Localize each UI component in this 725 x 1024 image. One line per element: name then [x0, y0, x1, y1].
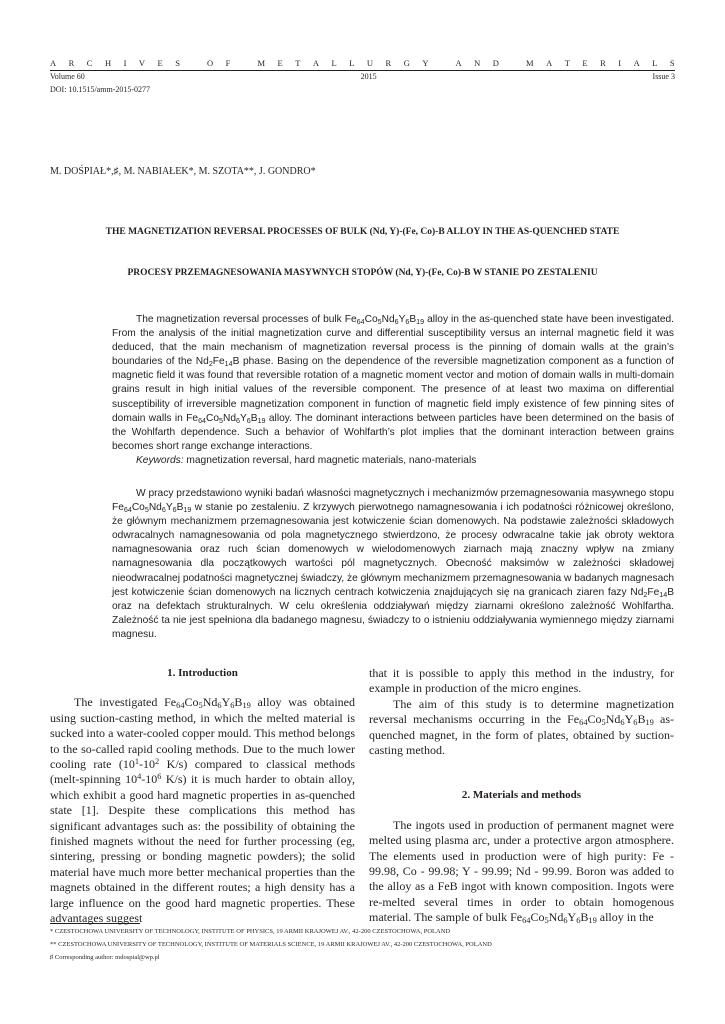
intro-paragraph-2: The aim of this study is to determine magnetization reversal mechanisms occurring in the $Fe_{64}Co_5Nd_6Y_6B_{19}$ as-quenched magnet, in the form of plates, obtained by suction-casting method.: [369, 696, 674, 758]
doi: DOI: 10.1515/amm-2015-0277: [50, 85, 150, 94]
journal-letter: O: [207, 58, 214, 68]
journal-letter: M: [526, 58, 534, 68]
column-left: [50, 666, 355, 927]
journal-letter: [243, 58, 245, 68]
journal-letter: M: [257, 58, 266, 68]
journal-letter: S: [175, 58, 180, 68]
journal-letter: U: [366, 58, 374, 68]
journal-letter: C: [86, 58, 93, 68]
journal-letter: L: [331, 58, 337, 68]
footnotes: [50, 926, 492, 964]
journal-letter: R: [68, 58, 75, 68]
journal-letter: I: [618, 58, 622, 68]
journal-letter: V: [138, 58, 146, 68]
methods-heading: 2. Materials and methods: [461, 789, 582, 802]
journal-letter: E: [157, 58, 163, 68]
journal-letter: N: [474, 58, 481, 68]
journal-letter: F: [225, 58, 231, 68]
journal-letter: I: [123, 58, 127, 68]
keywords: Keywords: magnetization reversal, hard magnetic materials, nano-materials: [136, 454, 477, 466]
journal-letter: T: [564, 58, 570, 68]
authors: M. DOŚPIAŁ*,♯, M. NABIAŁEK*, M. SZOTA**, J. GONDRO*: [50, 166, 316, 177]
journal-letter: R: [600, 58, 606, 68]
column-right: [369, 666, 674, 926]
journal-letter: S: [669, 58, 675, 68]
journal-letter: [441, 58, 443, 68]
journal-letter: Y: [422, 58, 429, 68]
journal-letter: H: [104, 58, 112, 68]
intro-paragraph-1-cont: that it is possible to apply this method in the industry, for example in production of the micro engines.: [369, 666, 674, 696]
journal-letter: L: [652, 58, 658, 68]
journal-letter: A: [455, 58, 462, 68]
journal-letter: L: [349, 58, 355, 68]
journal-name: [50, 58, 675, 68]
journal-letter: A: [546, 58, 553, 68]
intro-heading: 1. Introduction: [167, 667, 238, 679]
journal-letter: G: [403, 58, 410, 68]
journal-letter: E: [277, 58, 283, 68]
footnote-1: * CZESTOCHOWA UNIVERSITY OF TECHNOLOGY, INSTITUTE OF PHYSICS, 19 ARMII KRAJOWEJ AV., 42-200 CZESTOCHOWA, POLAND: [50, 928, 451, 935]
abstract-polish: W pracy przedstawiono wyniki badań własności magnetycznych i mechanizmów przemagnesowania masywnego stopu $Fe_{64}Co_5Nd_6Y_6B_{19}$ w stanie po zestaleniu. Z krzywych pierwotnego namagnesowania i ich podatności różnicowej określono, że głównym mechanizmem przemagnesowania jest kotwiczenie ścian domenowych. Na podstawie zależności składowych odwracalnych namagnesowania od pola magnetycznego stwierdzono, że procesy odwracalne takie jak obroty wektora namagnesowania oraz ruch ścian domenowych w wielodomenowych ziarnach mają znaczny wpływ na zmiany namagnesowania dla początkowych wartości pól magnetycznych. Obecność maksimów w zależności składowej nieodwracalnej podatności magnetycznej świadczy, że głównym mechanizmem przemagnesowania w badanych magnesach jest kotwiczenie ścian domenowych na licznych centrach kotwiczenia znajdujących się na granicach ziaren fazy $Nd_2Fe_{14}B$ oraz na defektach strukturalnych. W celu określenia oddziaływań między ziarnami określono zależność Wohlfartha. Zależność ta nie jest spełniona dla badanego magnesu, świadczy to o istnieniu oddziaływania wymiennego między ziarnami magnesu.: [112, 488, 674, 640]
journal-letter: A: [50, 58, 57, 68]
issue: Issue 3: [652, 72, 675, 81]
journal-letter: A: [312, 58, 320, 68]
journal-letter: R: [385, 58, 392, 68]
volume: Volume 60: [50, 72, 85, 81]
title-english: THE MAGNETIZATION REVERSAL PROCESSES OF BULK (Nd, Y)-(Fe, Co)-B ALLOY IN THE AS-QUENCHED STATE: [105, 227, 620, 237]
journal-letter: D: [492, 58, 499, 68]
year: 2015: [360, 72, 377, 81]
footnote-rule: [50, 923, 140, 924]
header-rule: [50, 70, 675, 71]
intro-paragraph-1: The investigated $Fe_{64}Co_5Nd_6Y_6B_{19}$ alloy was obtained using suction-casting method, in which the melted material is sucked into a water-cooled copper mould. This method belongs to the so-called rapid cooling methods. Due to the much lower cooling rate ($10^1-10^2$ K/s) compared to classical methods (melt-spinning $10^4-10^6$ K/s) it is much harder to obtain alloy, which exhibit a good hard magnetic properties in as-quenched state [1]. Despite these complications this method has significant advantages such as: the possibility of obtaining the finished magnets without the need for further processing (eg, sintering, pressing or bonding magnetic powders); the solid material have much more better mechanical properties than the magnets obtained in the different routes; a high density has a large influence on the good hard magnetic properties. These advantages suggest: [50, 695, 356, 926]
methods-paragraph-1: The ingots used in production of permanent magnet were melted using plasma arc, under a protective argon atmosphere. The elements used in production were of high purity: Fe - 99.98, Co - 99.98; Y - 99.99; Nd - 99.99. Boron was added to the alloy as a FeB ingot with known composition. Ingots were re-melted several times in order to obtain homogenous material. The sample of bulk $Fe_{64}Co_5Nd_6Y_6B_{19}$ alloy in the: [369, 817, 674, 926]
abstract-english: The magnetization reversal processes of bulk $Fe_{64}Co_5Nd_6Y_6B_{19}$ alloy in the as-quenched state have been investigated. From the analysis of the initial magnetization curve and differential susceptibility versus an internal magnetic field it was deduced, that the main mechanism of magnetization reversal process is the pinning of domain walls at the grain’s boundaries of the $Nd_2Fe_{14}B$ phase. Basing on the dependence of the reversible magnetization component as a function of magnetic field it was found that reversible rotation of a magnetic moment vector and motion of domain walls in multi-domain grains result in high initial values of the reversible component. The presence of at least two maxima on differential susceptibility of irreversible magnetization component in function of magnetic field imply existence of few pinning sites of domain walls in $Fe_{64}Co_5Nd_6Y_6B_{19}$ alloy. The dominant interactions between particles have been determined on the basis of the Wohlfarth dependence. Such a behavior of Wohlfarth’s plot implies that the dominant interaction between grains becomes short range exchange interactions. Keywords: magnetization reversal, hard magnetic materials, nano-materials: [112, 313, 674, 468]
journal-letter: A: [633, 58, 640, 68]
journal-meta: [50, 72, 675, 81]
journal-letter: [192, 58, 194, 68]
journal-letter: [511, 58, 513, 68]
journal-letter: E: [582, 58, 588, 68]
title-polish: PROCESY PRZEMAGNESOWANIA MASYWNYCH STOPÓW (Nd, Y)-(Fe, Co)-B W STANIE PO ZESTALENIU: [127, 268, 598, 278]
journal-letter: T: [295, 58, 301, 68]
footnote-2: ** CZESTOCHOWA UNIVERSITY OF TECHNOLOGY, INSTITUTE OF MATERIALS SCIENCE, 19 ARMII KRAJOWEJ AV., 42-200 CZESTOCHOWA, POLAND: [50, 940, 492, 948]
footnote-3: ♯ Corresponding author: mdospial@wp.pl: [50, 953, 160, 961]
